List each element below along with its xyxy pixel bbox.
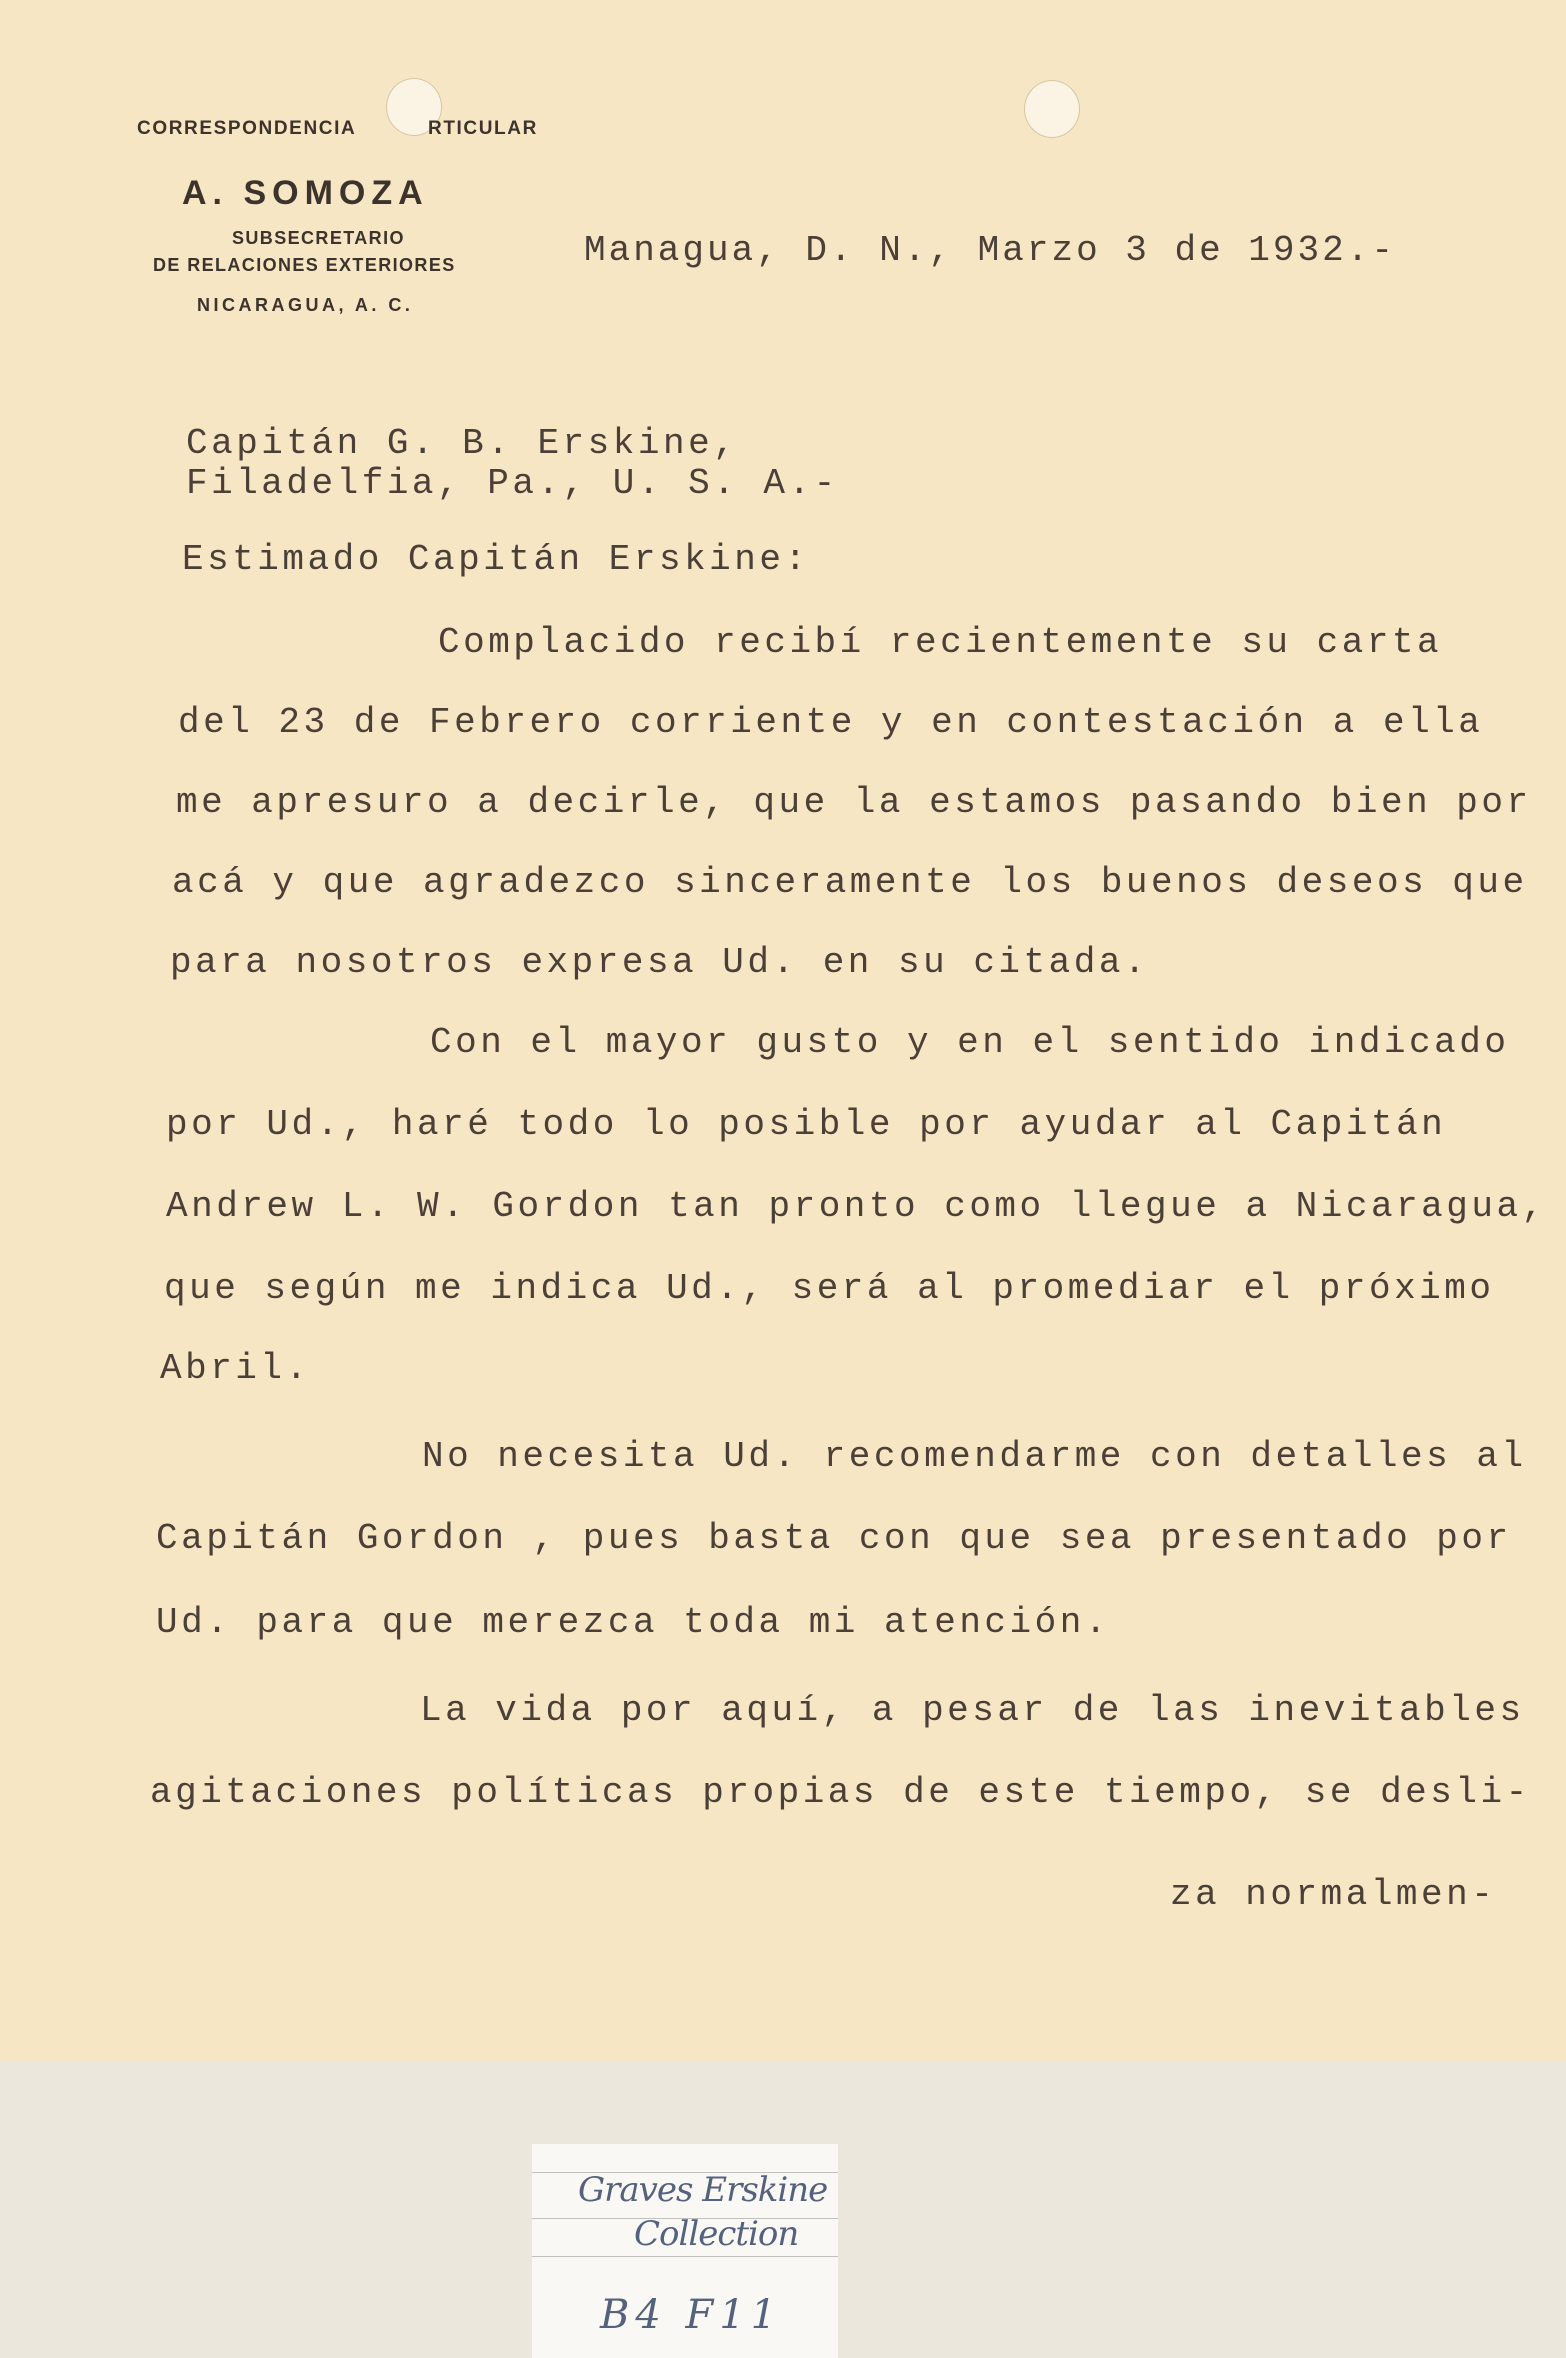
body-line: acá y que agradezco sinceramente los buenos deseos que [172,862,1528,903]
addressee-line2: Filadelfia, Pa., U. S. A.- [186,463,839,504]
body-line: que según me indica Ud., será al promediar el próximo [164,1268,1495,1309]
body-line: Ud. para que merezca toda mi atención. [156,1602,1110,1643]
letterhead-title-line1: SUBSECRETARIO [232,228,405,248]
body-line: za normalmen- [1170,1874,1497,1915]
body-line: por Ud., haré todo lo posible por ayudar al Capitán [166,1104,1447,1145]
letterhead-name: A. SOMOZA [182,174,429,212]
archive-label-line3: B4 F11 [600,2292,783,2338]
letterhead-correspondence: CORRESPONDENCIA [137,118,357,139]
body-line: Complacido recibí recientemente su carta [438,622,1443,663]
body-line: agitaciones políticas propias de este tiempo, se desli- [150,1772,1531,1813]
archive-label-line2: Collection [634,2214,799,2254]
addressee-line1: Capitán G. B. Erskine, [186,423,739,464]
archive-label-line1: Graves Erskine [578,2170,828,2210]
date-line: Managua, D. N., Marzo 3 de 1932.- [584,230,1396,271]
body-line: Con el mayor gusto y en el sentido indicado [430,1022,1510,1063]
body-line: Capitán Gordon , pues basta con que sea presentado por [156,1518,1512,1559]
letterhead-correspondence-tail: RTICULAR [428,118,538,139]
body-line: me apresuro a decirle, que la estamos pasando bien por [176,782,1532,823]
body-line: Andrew L. W. Gordon tan pronto como llegue a Nicaragua, [166,1186,1547,1227]
salutation: Estimado Capitán Erskine: [182,539,810,580]
body-line: No necesita Ud. recomendarme con detalles al [422,1436,1527,1477]
body-line: Abril. [160,1348,311,1389]
letterhead-location: NICARAGUA, A. C. [197,295,414,315]
body-line: para nosotros expresa Ud. en su citada. [170,942,1150,983]
label-rule [532,2256,838,2257]
body-line: del 23 de Febrero corriente y en contestación a ella [178,702,1484,743]
punch-hole-right [1024,80,1080,138]
letterhead-title-line2: DE RELACIONES EXTERIORES [153,255,456,275]
body-line: La vida por aquí, a pesar de las inevitables [420,1690,1525,1731]
